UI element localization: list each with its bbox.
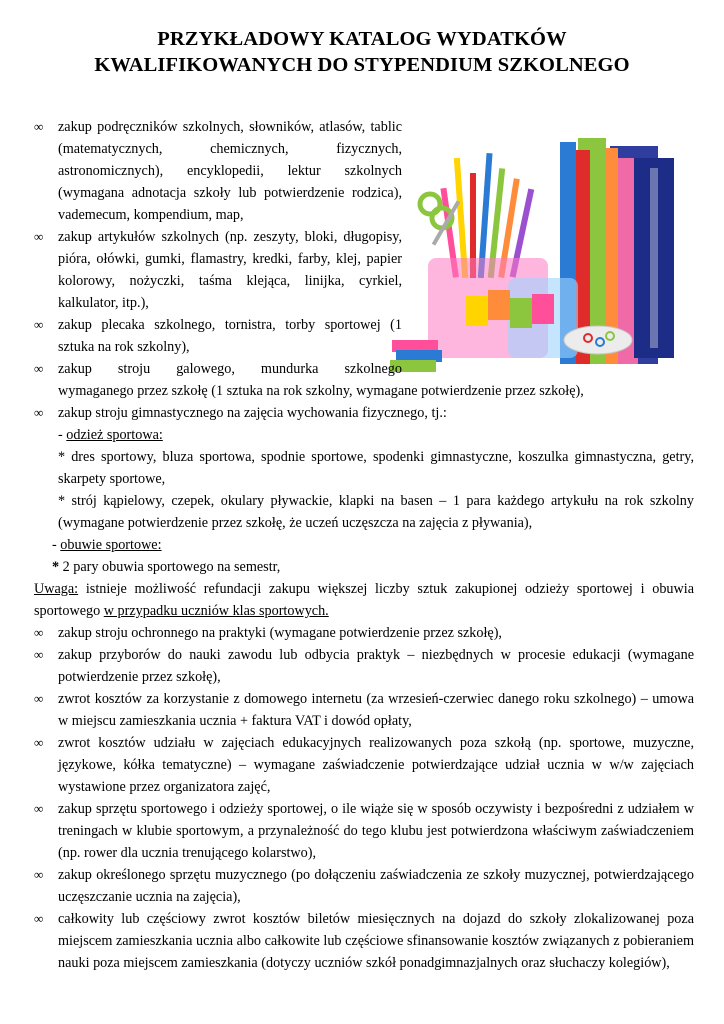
infinity-bullet-icon: ∞ <box>34 801 44 816</box>
item-continuation: wymaganego przez szkołę (1 sztuka na rok szkolny, wymagane potwierdzenie przez szkołę), <box>58 383 584 399</box>
infinity-bullet-icon: ∞ <box>34 229 44 244</box>
list-item-gym: ∞ zakup stroju gimnastycznego na zajęcia wychowania fizycznego, tj.: <box>34 402 694 424</box>
infinity-bullet-icon: ∞ <box>34 867 44 882</box>
infinity-bullet-icon: ∞ <box>34 735 44 750</box>
infinity-bullet-icon: ∞ <box>34 317 44 332</box>
list-item: ∞ zakup określonego sprzętu muzycznego (po dołączeniu zaświadczenia ze szkoły muzycznej, potwierdzającego uczęszczanie ucznia na zajęcia), <box>34 864 694 908</box>
list-item: ∞ zakup stroju galowego, mundurka szkolnego <box>34 358 402 380</box>
clothes-line-1: * dres sportowy, bluza sportowa, spodnie sportowe, spodenki gimnastyczne, koszulka gimnastyczna, getry, skarpety sportowe, <box>58 449 694 487</box>
shoes-heading: - obuwie sportowe: <box>52 537 162 553</box>
list-item: ∞ zakup plecaka szkolnego, tornistra, torby sportowej (1 sztuka na rok szkolny), <box>34 314 402 358</box>
note-paragraph: Uwaga: istnieje możliwość refundacji zakupu większej liczby sztuk zakupionej odzieży sportowej i obuwia sportowego w przypadku uczniów klas sportowych. <box>34 581 695 619</box>
full-width-content <box>34 380 694 974</box>
list-item: ∞ zakup sprzętu sportowego i odzieży sportowej, o ile wiąże się w sposób oczywisty i bezpośredni z udziałem w treningach w klubie sportowym, a przynależność do tego klubu jest potwierdzona właściwym zaświadczeniem (np. rower dla ucznia trenującego kolarstwo), <box>34 798 694 864</box>
list-item: ∞ zwrot kosztów udziału w zajęciach edukacyjnych realizowanych poza szkołą (np. sportowe, muzyczne, językowe, kółka tematyczne) – wymagane zaświadczenie potwierdzające udział ucznia w w/w zajęciach wystawione przez organizatora zajęć, <box>34 732 694 798</box>
infinity-bullet-icon: ∞ <box>34 911 44 926</box>
note-label: Uwaga: <box>34 581 79 597</box>
list-item: ∞ zakup artykułów szkolnych (np. zeszyty, bloki, długopisy, pióra, ołówki, gumki, flamastry, kredki, farby, klej, papier kolorowy, nożyczki, taśma klejąca, linijka, cyrkiel, kalkulator, itp.), <box>34 226 402 314</box>
infinity-bullet-icon: ∞ <box>34 647 44 662</box>
list-item: ∞ zakup stroju ochronnego na praktyki (wymagane potwierdzenie przez szkołę), <box>34 622 694 644</box>
shoes-line: * 2 pary obuwia sportowego na semestr, <box>52 559 281 575</box>
list-item: ∞ zakup przyborów do nauki zawodu lub odbycia praktyk – niezbędnych w procesie edukacji (wymagane potwierdzenie przez szkołę), <box>34 644 694 688</box>
list-item: ∞ zwrot kosztów za korzystanie z domowego internetu (za wrzesień-czerwiec danego roku szkolnego) – umowa w miejscu zamieszkania ucznia + faktura VAT i dowód opłaty, <box>34 688 694 732</box>
infinity-bullet-icon: ∞ <box>34 119 44 134</box>
document-title <box>0 26 724 78</box>
list-item: ∞ całkowity lub częściowy zwrot kosztów biletów miesięcznych na dojazd do szkoły zlokalizowanej poza miejscem zamieszkania ucznia albo całkowite lub częściowe sfinansowanie kosztów związanych z pobieraniem nauki poza miejscem zamieszkania (dotyczy uczniów szkół ponadgimnazjalnych oraz słuchaczy kolegiów), <box>34 908 694 974</box>
title-line-2: KWALIFIKOWANYCH DO STYPENDIUM SZKOLNEGO <box>94 54 630 76</box>
list-item: ∞ zakup podręczników szkolnych, słowników, atlasów, tablic (matematycznych, chemicznych, fizycznych, astronomicznych), encyklopedii, lektur szkolnych (wymagana adnotacja szkoły lub potwierdzenie rodzica), vademecum, kompendium, map, <box>34 116 402 226</box>
infinity-bullet-icon: ∞ <box>34 625 44 640</box>
infinity-bullet-icon: ∞ <box>34 405 44 420</box>
clothes-line-2: * strój kąpielowy, czepek, okulary pływackie, klapki na basen – 1 para każdego artykułu na rok szkolny (wymagane potwierdzenie przez szkołę, że uczeń uczęszcza na zajęcia z pływania), <box>58 493 694 531</box>
infinity-bullet-icon: ∞ <box>34 361 44 376</box>
top-list <box>34 116 694 380</box>
clothes-heading: - odzież sportowa: <box>58 427 163 443</box>
title-line-1: PRZYKŁADOWY KATALOG WYDATKÓW <box>157 28 567 50</box>
infinity-bullet-icon: ∞ <box>34 691 44 706</box>
